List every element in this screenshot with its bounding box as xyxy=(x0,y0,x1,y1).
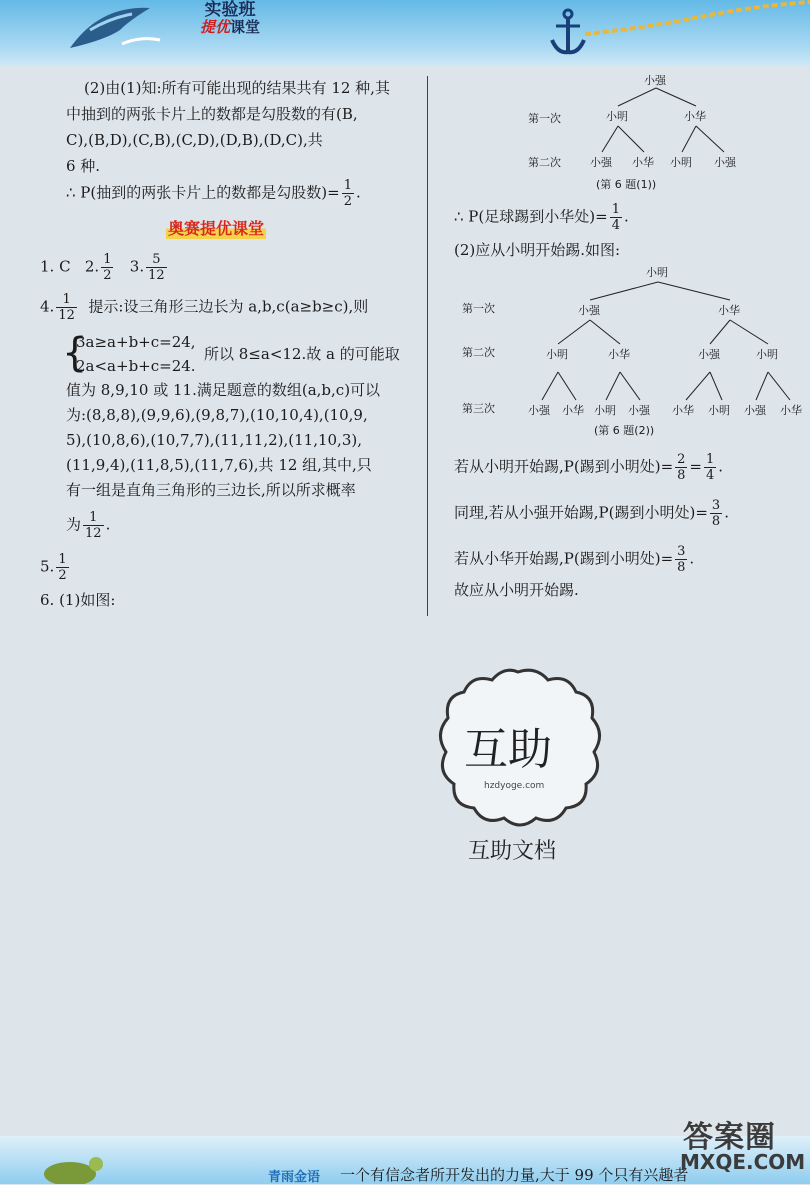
tree2-l1-0: 小强 xyxy=(578,304,600,317)
r2-text: 同理,若从小强开始踢,P(踢到小明处)= xyxy=(454,503,708,522)
r3-text: 若从小华开始踢,P(踢到小明处)= xyxy=(454,549,674,568)
fraction xyxy=(146,252,167,283)
frac-num: 1 xyxy=(611,202,620,217)
r-p2-intro: (2)应从小明开始踢.如图: xyxy=(454,241,621,259)
turtle-icon xyxy=(30,1136,110,1184)
fraction xyxy=(83,510,104,541)
r1-text: 若从小明开始踢,P(踢到小明处)= xyxy=(454,457,674,476)
column-divider xyxy=(427,76,428,616)
frac-den: 4 xyxy=(611,218,620,233)
fraction xyxy=(704,452,716,483)
p2-probability xyxy=(66,178,361,209)
tree2-l3-3: 小强 xyxy=(628,404,650,417)
q4-sys2: 2a<a+b+c=24. xyxy=(76,357,196,375)
frac-den: 2 xyxy=(58,568,67,583)
tree-diagram-1 xyxy=(510,70,810,195)
tree2-row2-label: 第二次 xyxy=(462,346,495,359)
r-prob1-end: . xyxy=(623,207,629,226)
stamp-caption: 互助文档 xyxy=(468,839,557,864)
system-brace: { xyxy=(62,330,88,376)
tree2-edge xyxy=(590,282,658,300)
section-title: 奥赛提优课堂 xyxy=(166,216,266,239)
tree2-edge xyxy=(558,372,576,400)
frac-den: 8 xyxy=(677,468,686,483)
r-conclusion: 故应从小明开始踢. xyxy=(454,581,579,599)
tree1-edge xyxy=(618,126,644,152)
tree2-l3-0: 小强 xyxy=(528,404,550,417)
p2-prob-text: ∴ P(抽到的两张卡片上的数都是勾股数)= xyxy=(66,183,340,202)
tree2-edge xyxy=(768,372,790,400)
tree1-l2-0: 小强 xyxy=(590,156,612,169)
footer-tag: 青雨金语 xyxy=(268,1170,321,1185)
tree1-l1-1: 小华 xyxy=(684,110,706,123)
frac-num: 5 xyxy=(146,252,167,268)
tree1-edge xyxy=(618,88,656,106)
tree1-row1-label: 第一次 xyxy=(528,112,561,125)
frac-num: 1 xyxy=(56,292,77,308)
tree1-l2-3: 小强 xyxy=(714,156,736,169)
q5-line xyxy=(40,552,71,583)
frac-num: 1 xyxy=(343,178,352,193)
watermark-url: MXQE.COM xyxy=(680,1150,806,1174)
tree2-l2-2: 小强 xyxy=(698,348,720,361)
q4-hint: 提示:设三角形三边长为 a,b,c(a≥b≥c),则 xyxy=(88,297,369,316)
r3-end: . xyxy=(689,549,695,568)
tree1-edge xyxy=(656,88,696,106)
r1-eq: = xyxy=(689,457,702,476)
frac-den: 2 xyxy=(103,268,112,283)
p2-line2: 中抽到的两张卡片上的数都是勾股数的有(B, xyxy=(66,105,358,123)
tree1-caption: (第 6 题(1)) xyxy=(596,178,657,191)
tree1-edge xyxy=(696,126,724,152)
tree2-l3-1: 小华 xyxy=(562,404,584,417)
tree1-edge xyxy=(602,126,618,152)
q6-line: 6. (1)如图: xyxy=(40,591,116,609)
q1: 1. C xyxy=(40,257,71,276)
tree2-l2-0: 小明 xyxy=(546,348,568,361)
p2-line1: (2)由(1)知:所有可能出现的结果共有 12 种,其 xyxy=(84,79,390,97)
tree1-l2-1: 小华 xyxy=(632,156,654,169)
tree2-edge xyxy=(606,372,620,400)
answers-1-3 xyxy=(40,252,169,283)
fraction xyxy=(675,544,687,575)
tree2-caption: (第 6 题(2)) xyxy=(594,424,655,437)
q4-l9-end: . xyxy=(105,515,111,534)
frac-den: 2 xyxy=(343,194,352,209)
fraction xyxy=(710,498,722,529)
q4-line8: 有一组是直角三角形的三边长,所以所求概率 xyxy=(66,481,356,499)
tree2-row1-label: 第一次 xyxy=(462,302,495,315)
frac-num: 1 xyxy=(103,252,112,267)
tree2-l3-4: 小华 xyxy=(672,404,694,417)
tree2-l2-3: 小明 xyxy=(756,348,778,361)
frac-den: 8 xyxy=(711,514,721,529)
frac-num: 1 xyxy=(83,510,104,526)
tree2-edge xyxy=(756,372,768,400)
q2: 2. xyxy=(84,257,100,276)
stamp-big-text: 互助 xyxy=(464,724,552,775)
q4-after: 所以 8≤a<12.故 a 的可能取 xyxy=(204,345,400,363)
frac-num: 1 xyxy=(706,452,715,467)
tree2-edge xyxy=(590,320,620,344)
tree2-l2-1: 小华 xyxy=(608,348,630,361)
tree1-edge xyxy=(682,126,696,152)
tree2-edge xyxy=(710,320,730,344)
r-line2 xyxy=(454,498,729,529)
r-prob1 xyxy=(454,202,629,233)
q4-line6: 5),(10,8,6),(10,7,7),(11,11,2),(11,10,3), xyxy=(66,431,362,449)
tree2-edge xyxy=(558,320,590,344)
tree2-l3-2: 小明 xyxy=(594,404,616,417)
q4-line7: (11,9,4),(11,8,5),(11,7,6),共 12 组,其中,只 xyxy=(66,456,372,474)
frac-den: 12 xyxy=(148,268,165,283)
q4-line5: 为:(8,8,8),(9,9,6),(9,8,7),(10,10,4),(10,9, xyxy=(66,406,368,424)
frac-num: 1 xyxy=(58,552,67,567)
r1-end: . xyxy=(718,457,724,476)
frac-den: 8 xyxy=(677,560,686,575)
q4-first-line xyxy=(40,292,368,323)
q4-line4: 值为 8,9,10 或 11.满足题意的数组(a,b,c)可以 xyxy=(66,381,381,399)
frac-den: 12 xyxy=(85,526,102,541)
brand-line2b: 课堂 xyxy=(230,18,261,36)
r-line3 xyxy=(454,544,694,575)
tree2-edge xyxy=(710,372,722,400)
fraction xyxy=(56,292,77,323)
frac-num: 3 xyxy=(711,498,721,513)
tree2-l3-6: 小强 xyxy=(744,404,766,417)
tree2-row3-label: 第三次 xyxy=(462,402,495,415)
tree2-edge xyxy=(730,320,768,344)
r-line1 xyxy=(454,452,723,483)
fraction xyxy=(675,452,687,483)
p2-prob-end: . xyxy=(355,183,361,202)
tree2-edge xyxy=(542,372,558,400)
r-prob1-text: ∴ P(足球踢到小华处)= xyxy=(454,207,608,226)
tree2-l3-7: 小华 xyxy=(780,404,802,417)
p2-line3: C),(B,D),(C,B),(C,D),(D,B),(D,C),共 xyxy=(66,131,323,149)
brand-line2a: 提优 xyxy=(200,18,231,36)
tree2-l3-5: 小明 xyxy=(708,404,730,417)
frac-den: 12 xyxy=(58,308,75,323)
q3: 3. xyxy=(129,257,145,276)
q4: 4. xyxy=(40,297,55,316)
tree2-edge xyxy=(620,372,640,400)
stamp-url: hzdyoge.com xyxy=(484,781,545,791)
brand-line1: 实验班 xyxy=(204,0,256,20)
tree2-edge xyxy=(658,282,730,300)
r2-end: . xyxy=(724,503,729,522)
fraction xyxy=(56,552,68,583)
p2-line4: 6 种. xyxy=(66,157,101,175)
tree1-l2-2: 小明 xyxy=(670,156,692,169)
footer-quote: 一个有信念者所开发出的力量,大于 99 个只有兴趣者 xyxy=(340,1166,689,1184)
q4-l9-text: 为 xyxy=(66,515,82,534)
stamp-logo xyxy=(428,664,608,864)
tree1-root: 小强 xyxy=(644,74,666,87)
q4-sys1: 3a≥a+b+c=24, xyxy=(76,333,196,351)
tree-diagram-2 xyxy=(450,262,810,442)
tree1-l1-0: 小明 xyxy=(606,110,628,123)
fraction xyxy=(342,178,354,209)
tree2-edge xyxy=(686,372,710,400)
frac-num: 3 xyxy=(677,544,686,559)
watermark-title: 答案圈 xyxy=(683,1120,776,1155)
frac-den: 4 xyxy=(706,468,715,483)
tree2-l1-1: 小华 xyxy=(718,304,740,317)
q5: 5. xyxy=(40,557,55,576)
q4-line9 xyxy=(66,510,110,541)
fraction xyxy=(610,202,622,233)
fraction xyxy=(101,252,113,283)
tree1-row2-label: 第二次 xyxy=(528,156,561,169)
frac-num: 2 xyxy=(677,452,686,467)
tree2-root: 小明 xyxy=(646,266,668,279)
